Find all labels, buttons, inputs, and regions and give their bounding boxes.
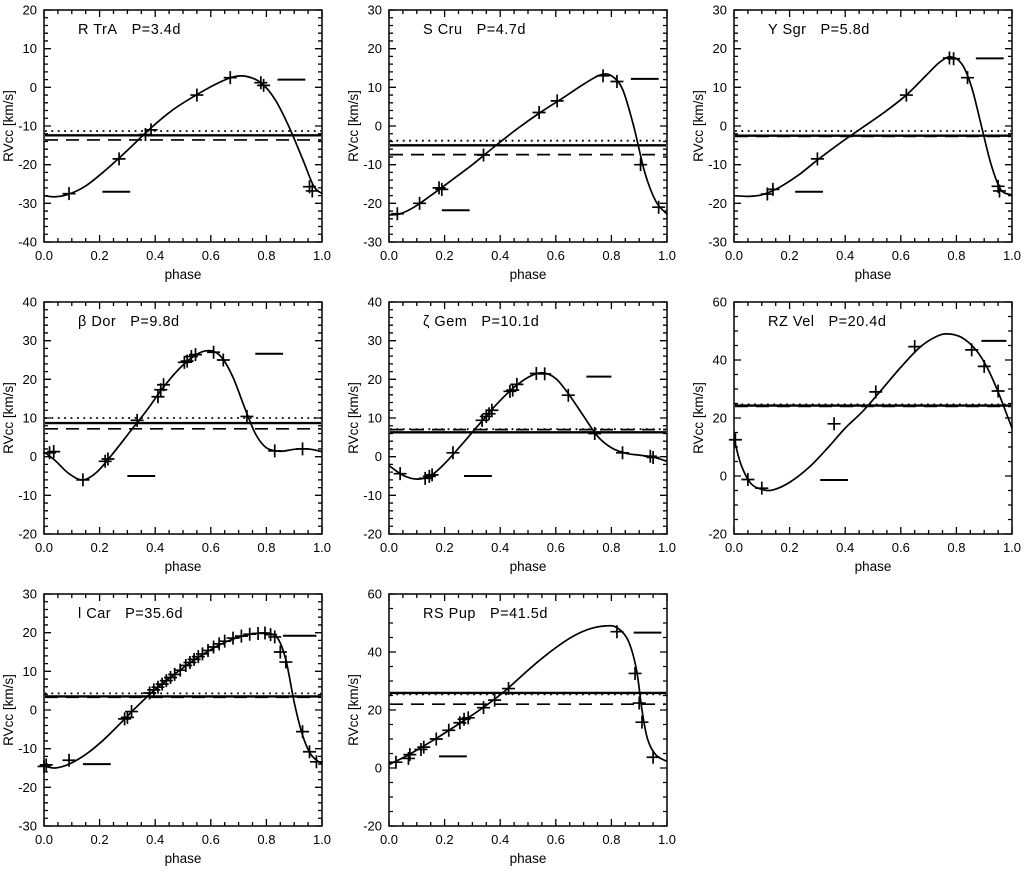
x-axis-label: phase bbox=[509, 559, 547, 574]
tick-marks bbox=[44, 10, 322, 242]
x-axis-label: phase bbox=[164, 267, 202, 282]
star-name: RZ Vel bbox=[768, 314, 815, 330]
y-tick-label: -10 bbox=[18, 741, 37, 757]
period-label: P=41.5d bbox=[489, 606, 548, 622]
y-tick-label: 60 bbox=[367, 586, 382, 602]
y-tick-label: 40 bbox=[367, 644, 382, 660]
y-tick-label: 20 bbox=[367, 41, 382, 57]
panel-title bbox=[768, 314, 886, 330]
x-tick-label: 0.8 bbox=[602, 248, 621, 263]
x-tick-label: 0.8 bbox=[257, 832, 276, 847]
y-tick-label: 20 bbox=[22, 371, 37, 387]
x-tick-label: 0.2 bbox=[435, 540, 454, 555]
panel-s-cru bbox=[345, 0, 690, 292]
y-tick-label: 60 bbox=[712, 294, 727, 310]
y-tick-label: 0 bbox=[374, 449, 382, 465]
y-tick-label: 20 bbox=[22, 625, 37, 641]
y-tick-label: 20 bbox=[22, 2, 37, 18]
axis-frame bbox=[44, 302, 322, 534]
period-label: P=3.4d bbox=[131, 22, 181, 38]
y-tick-label: -20 bbox=[18, 526, 37, 542]
x-tick-label: 0.4 bbox=[491, 832, 510, 847]
y-tick-label: -20 bbox=[708, 195, 727, 211]
y-axis-label: RVcc [km/s] bbox=[691, 382, 706, 454]
x-tick-label: 0.6 bbox=[201, 540, 220, 555]
x-tick-label: 0.4 bbox=[491, 248, 510, 263]
data-points bbox=[394, 367, 660, 485]
y-tick-label: -10 bbox=[18, 118, 37, 134]
panel-title bbox=[78, 606, 183, 622]
x-tick-label: 0.4 bbox=[491, 540, 510, 555]
x-tick-label: 1.0 bbox=[312, 832, 332, 847]
y-tick-label: 0 bbox=[374, 118, 382, 134]
x-tick-label: 1.0 bbox=[1002, 248, 1022, 263]
x-tick-label: 0.6 bbox=[546, 248, 565, 263]
y-tick-label: -20 bbox=[363, 526, 382, 542]
axis-frame bbox=[44, 10, 322, 242]
x-tick-label: 0.6 bbox=[201, 832, 220, 847]
x-tick-label: 1.0 bbox=[1002, 540, 1022, 555]
panel-title bbox=[423, 606, 548, 622]
panel-title bbox=[423, 314, 539, 330]
y-tick-label: 30 bbox=[22, 333, 37, 349]
period-label: P=4.7d bbox=[476, 22, 526, 38]
y-tick-label: 10 bbox=[367, 79, 382, 95]
star-name: ζ Gem bbox=[423, 314, 468, 330]
x-tick-label: 1.0 bbox=[657, 540, 677, 555]
axis-ticks bbox=[44, 594, 322, 826]
x-tick-label: 0.2 bbox=[435, 832, 454, 847]
x-axis-label: phase bbox=[509, 851, 547, 866]
x-tick-label: 0.0 bbox=[724, 248, 744, 263]
y-tick-label: -20 bbox=[363, 818, 382, 834]
rv-curve bbox=[389, 373, 667, 479]
x-tick-label: 0.2 bbox=[90, 248, 109, 263]
panel-r-tra bbox=[0, 0, 345, 292]
y-tick-label: 30 bbox=[367, 333, 382, 349]
axis-ticks bbox=[734, 10, 1012, 242]
axis-ticks bbox=[734, 302, 1012, 534]
y-tick-label: 0 bbox=[29, 79, 37, 95]
rv-curve bbox=[389, 626, 667, 765]
y-tick-label: 40 bbox=[22, 294, 37, 310]
x-tick-label: 0.0 bbox=[379, 832, 399, 847]
tick-marks bbox=[389, 10, 667, 242]
y-tick-label: -20 bbox=[18, 157, 37, 173]
period-label: P=35.6d bbox=[125, 606, 184, 622]
data-points bbox=[729, 340, 1005, 495]
rv-curve bbox=[44, 351, 322, 480]
x-axis-label: phase bbox=[509, 267, 547, 282]
y-tick-label: -30 bbox=[363, 234, 382, 250]
y-tick-label: -30 bbox=[708, 234, 727, 250]
axis-ticks bbox=[44, 10, 322, 242]
panel-title bbox=[78, 314, 180, 330]
x-tick-label: 0.8 bbox=[947, 540, 966, 555]
y-tick-label: 40 bbox=[712, 352, 727, 368]
star-name: Y Sgr bbox=[768, 22, 807, 38]
x-tick-label: 0.0 bbox=[379, 540, 399, 555]
axis-frame bbox=[389, 10, 667, 242]
y-axis-label: RVcc [km/s] bbox=[691, 90, 706, 162]
y-tick-label: 30 bbox=[367, 2, 382, 18]
x-tick-label: 0.2 bbox=[90, 832, 109, 847]
panel-y-sgr bbox=[690, 0, 1034, 292]
tick-marks bbox=[44, 594, 322, 826]
star-name: RS Pup bbox=[423, 606, 476, 622]
y-tick-label: 20 bbox=[367, 702, 382, 718]
tick-marks bbox=[389, 302, 667, 534]
axis-frame bbox=[389, 302, 667, 534]
star-name: l Car bbox=[78, 606, 112, 622]
y-tick-label: -10 bbox=[363, 487, 382, 503]
x-tick-label: 0.8 bbox=[257, 540, 276, 555]
period-label: P=9.8d bbox=[130, 314, 180, 330]
y-tick-label: -20 bbox=[18, 779, 37, 795]
y-axis-label: RVcc [km/s] bbox=[1, 382, 16, 454]
x-axis-label: phase bbox=[854, 267, 892, 282]
y-axis-label: RVcc [km/s] bbox=[346, 674, 361, 746]
y-tick-label: 10 bbox=[712, 79, 727, 95]
y-tick-label: 0 bbox=[719, 468, 727, 484]
y-tick-label: 0 bbox=[29, 449, 37, 465]
star-name: R TrA bbox=[78, 22, 118, 38]
panel-rs-pup bbox=[345, 584, 690, 876]
x-tick-label: 0.2 bbox=[780, 248, 799, 263]
y-tick-label: -10 bbox=[708, 157, 727, 173]
x-tick-label: 0.0 bbox=[34, 832, 54, 847]
y-axis-label: RVcc [km/s] bbox=[346, 382, 361, 454]
y-tick-label: 0 bbox=[374, 760, 382, 776]
x-tick-label: 1.0 bbox=[657, 248, 677, 263]
x-tick-label: 1.0 bbox=[657, 832, 677, 847]
x-tick-label: 0.6 bbox=[891, 540, 910, 555]
y-tick-label: 30 bbox=[712, 2, 727, 18]
x-tick-label: 0.4 bbox=[146, 832, 165, 847]
y-tick-label: -10 bbox=[363, 157, 382, 173]
y-tick-label: -30 bbox=[18, 195, 37, 211]
y-tick-label: 30 bbox=[22, 586, 37, 602]
y-tick-label: 0 bbox=[719, 118, 727, 134]
star-name: S Cru bbox=[423, 22, 463, 38]
panel-title bbox=[423, 22, 526, 38]
y-tick-label: 10 bbox=[22, 663, 37, 679]
panel-title bbox=[768, 22, 870, 38]
tick-marks bbox=[734, 302, 1012, 534]
panel-l-car bbox=[0, 584, 345, 876]
tick-marks bbox=[389, 594, 667, 826]
y-tick-label: -40 bbox=[18, 234, 37, 250]
x-tick-label: 0.0 bbox=[34, 540, 54, 555]
y-tick-label: -20 bbox=[708, 526, 727, 542]
x-tick-label: 1.0 bbox=[312, 248, 332, 263]
x-tick-label: 0.6 bbox=[891, 248, 910, 263]
y-axis-label: RVcc [km/s] bbox=[1, 674, 16, 746]
y-tick-label: 20 bbox=[712, 41, 727, 57]
axis-frame bbox=[734, 10, 1012, 242]
rv-curve bbox=[734, 334, 1012, 491]
period-label: P=5.8d bbox=[820, 22, 870, 38]
x-tick-label: 0.2 bbox=[435, 248, 454, 263]
panel-beta-dor bbox=[0, 292, 345, 584]
period-label: P=10.1d bbox=[481, 314, 540, 330]
axis-ticks bbox=[389, 10, 667, 242]
y-tick-label: 20 bbox=[712, 410, 727, 426]
x-tick-label: 0.4 bbox=[146, 248, 165, 263]
axis-ticks bbox=[44, 302, 322, 534]
y-tick-label: 0 bbox=[29, 702, 37, 718]
y-axis-label: RVcc [km/s] bbox=[1, 90, 16, 162]
x-tick-label: 0.8 bbox=[947, 248, 966, 263]
x-tick-label: 0.6 bbox=[201, 248, 220, 263]
star-name: β Dor bbox=[78, 314, 117, 330]
x-tick-label: 0.4 bbox=[146, 540, 165, 555]
y-tick-label: -10 bbox=[18, 487, 37, 503]
x-tick-label: 0.6 bbox=[546, 540, 565, 555]
x-axis-label: phase bbox=[854, 559, 892, 574]
panel-zeta-gem bbox=[345, 292, 690, 584]
axis-ticks bbox=[389, 302, 667, 534]
axis-frame bbox=[389, 594, 667, 826]
tick-marks bbox=[44, 302, 322, 534]
x-tick-label: 0.8 bbox=[257, 248, 276, 263]
y-tick-label: 40 bbox=[367, 294, 382, 310]
x-axis-label: phase bbox=[164, 559, 202, 574]
x-tick-label: 0.0 bbox=[379, 248, 399, 263]
x-tick-label: 0.4 bbox=[836, 248, 855, 263]
y-tick-label: -20 bbox=[363, 195, 382, 211]
panel-rz-vel bbox=[690, 292, 1034, 584]
period-label: P=20.4d bbox=[828, 314, 887, 330]
tick-marks bbox=[734, 10, 1012, 242]
axis-ticks bbox=[389, 594, 667, 826]
axis-frame bbox=[734, 302, 1012, 534]
x-tick-label: 0.2 bbox=[90, 540, 109, 555]
x-tick-label: 1.0 bbox=[312, 540, 332, 555]
x-tick-label: 0.8 bbox=[602, 540, 621, 555]
y-axis-label: RVcc [km/s] bbox=[346, 90, 361, 162]
data-points bbox=[761, 51, 1006, 200]
data-points bbox=[38, 627, 323, 773]
data-points bbox=[43, 346, 309, 487]
y-tick-label: -30 bbox=[18, 818, 37, 834]
axis-frame bbox=[44, 594, 322, 826]
y-tick-label: 10 bbox=[367, 410, 382, 426]
data-points bbox=[389, 625, 659, 769]
panel-title bbox=[78, 22, 181, 38]
y-tick-label: 10 bbox=[22, 410, 37, 426]
x-tick-label: 0.6 bbox=[546, 832, 565, 847]
y-tick-label: 20 bbox=[367, 371, 382, 387]
x-tick-label: 0.2 bbox=[780, 540, 799, 555]
x-tick-label: 0.0 bbox=[34, 248, 54, 263]
x-tick-label: 0.0 bbox=[724, 540, 744, 555]
y-tick-label: 10 bbox=[22, 41, 37, 57]
x-axis-label: phase bbox=[164, 851, 202, 866]
x-tick-label: 0.8 bbox=[602, 832, 621, 847]
x-tick-label: 0.4 bbox=[836, 540, 855, 555]
